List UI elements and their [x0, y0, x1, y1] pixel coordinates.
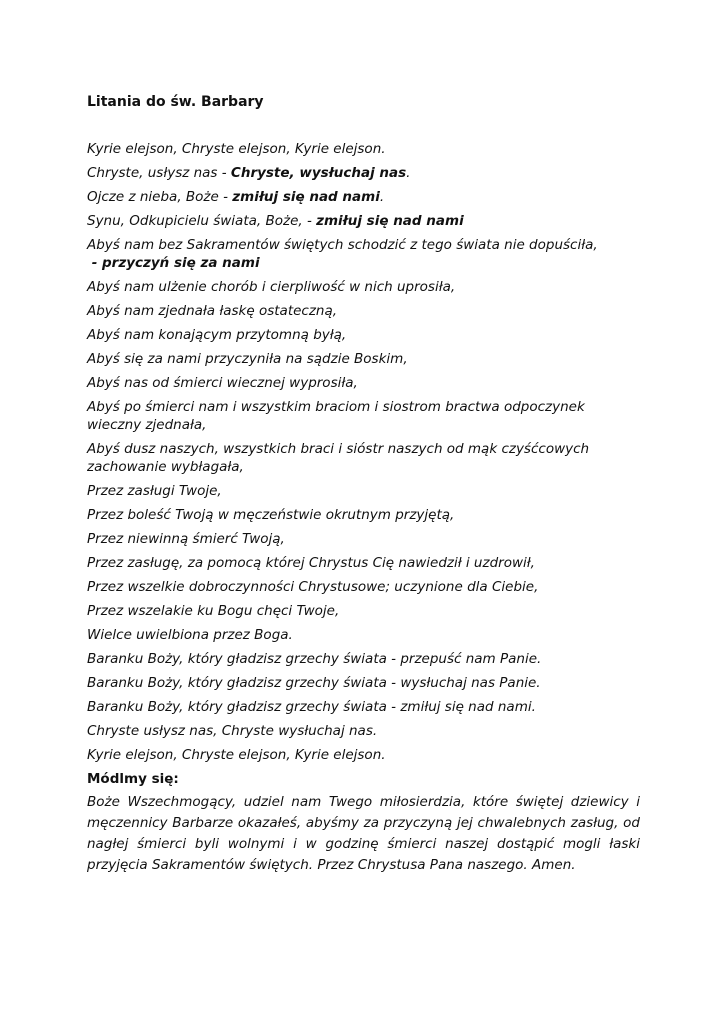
litany-line: [87, 188, 640, 206]
litany-line: [87, 212, 640, 230]
litany-line: Abyś nam ulżenie chorób i cierpliwość w nich uprosiła,: [87, 279, 456, 295]
litany-line: [87, 140, 640, 158]
prayer-text: Boże Wszechmogący, udziel nam Twego miłosierdzia, które świętej dziewicy i męczennicy Barbarze okazałeś, abyśmy za przyczyną jej chwalebnych zasług, od nagłej śmierci byli wolnymi i w godzinę śmierci naszej dostąpić mogli łaski przyjęcia Sakramentów świętych. Przez Chrystusa Pana naszego. Amen.: [87, 794, 640, 873]
line-text: Kyrie elejson, Chryste elejson, Kyrie elejson.: [87, 141, 386, 157]
line-tail: .: [379, 189, 385, 205]
litany-line: Abyś się za nami przyczyniła na sądzie Boskim,: [87, 351, 408, 367]
litany-line: Przez zasługę, za pomocą której Chrystus Cię nawiedził i uzdrowił,: [87, 555, 535, 571]
line-response-prefix: -: [87, 255, 103, 271]
litany-line: Baranku Boży, który gładzisz grzechy świata - wysłuchaj nas Panie.: [87, 675, 541, 691]
litany-line: [87, 164, 640, 182]
litany-line: Przez zasługi Twoje,: [87, 483, 222, 499]
line-text: Ojcze z nieba, Boże -: [87, 189, 233, 205]
litany-line: Baranku Boży, który gładzisz grzechy świata - przepuść nam Panie.: [87, 651, 542, 667]
litany-line: [87, 236, 640, 272]
litany-line: Abyś dusz naszych, wszystkich braci i sióstr naszych od mąk czyśćcowych zachowanie wybłagała,: [87, 441, 590, 475]
line-response: zmiłuj się nad nami: [232, 189, 380, 205]
litany-line: Przez wszelakie ku Bogu chęci Twoje,: [87, 603, 340, 619]
line-response: Chryste, wysłuchaj nas: [230, 165, 407, 181]
line-text: Chryste, usłysz nas -: [87, 165, 231, 181]
litany-line: Przez wszelkie dobroczynności Chrystusowe; uczynione dla Ciebie,: [87, 579, 539, 595]
line-response: przyczyń się za nami: [102, 255, 260, 271]
litany-line: Przez niewinną śmierć Twoją,: [87, 531, 285, 547]
litany-line: Abyś nam zjednała łaskę ostateczną,: [87, 303, 338, 319]
document-page: [87, 92, 640, 876]
litany-line: Abyś nam konającym przytomną byłą,: [87, 327, 347, 343]
litany-line: Wielce uwielbiona przez Boga.: [87, 627, 293, 643]
line-tail: .: [406, 165, 411, 181]
litany-line: Abyś nas od śmierci wiecznej wyprosiła,: [87, 375, 358, 391]
litany-line: Kyrie elejson, Chryste elejson, Kyrie elejson.: [87, 747, 386, 763]
prayer-heading: Módlmy się:: [87, 771, 179, 787]
document-title: Litania do św. Barbary: [87, 94, 264, 110]
litany-line: Przez boleść Twoją w męczeństwie okrutnym przyjętą,: [87, 507, 455, 523]
line-text: Abyś nam bez Sakramentów świętych schodzić z tego świata nie dopuściła,: [87, 237, 598, 253]
litany-line: Abyś po śmierci nam i wszystkim braciom i siostrom bractwa odpoczynek wieczny zjednała,: [87, 399, 585, 433]
litany-line: Baranku Boży, który gładzisz grzechy świata - zmiłuj się nad nami.: [87, 699, 536, 715]
line-text: Synu, Odkupicielu świata, Boże, -: [87, 213, 317, 229]
litany-line: Chryste usłysz nas, Chryste wysłuchaj nas.: [87, 723, 378, 739]
line-response: zmiłuj się nad nami: [316, 213, 464, 229]
